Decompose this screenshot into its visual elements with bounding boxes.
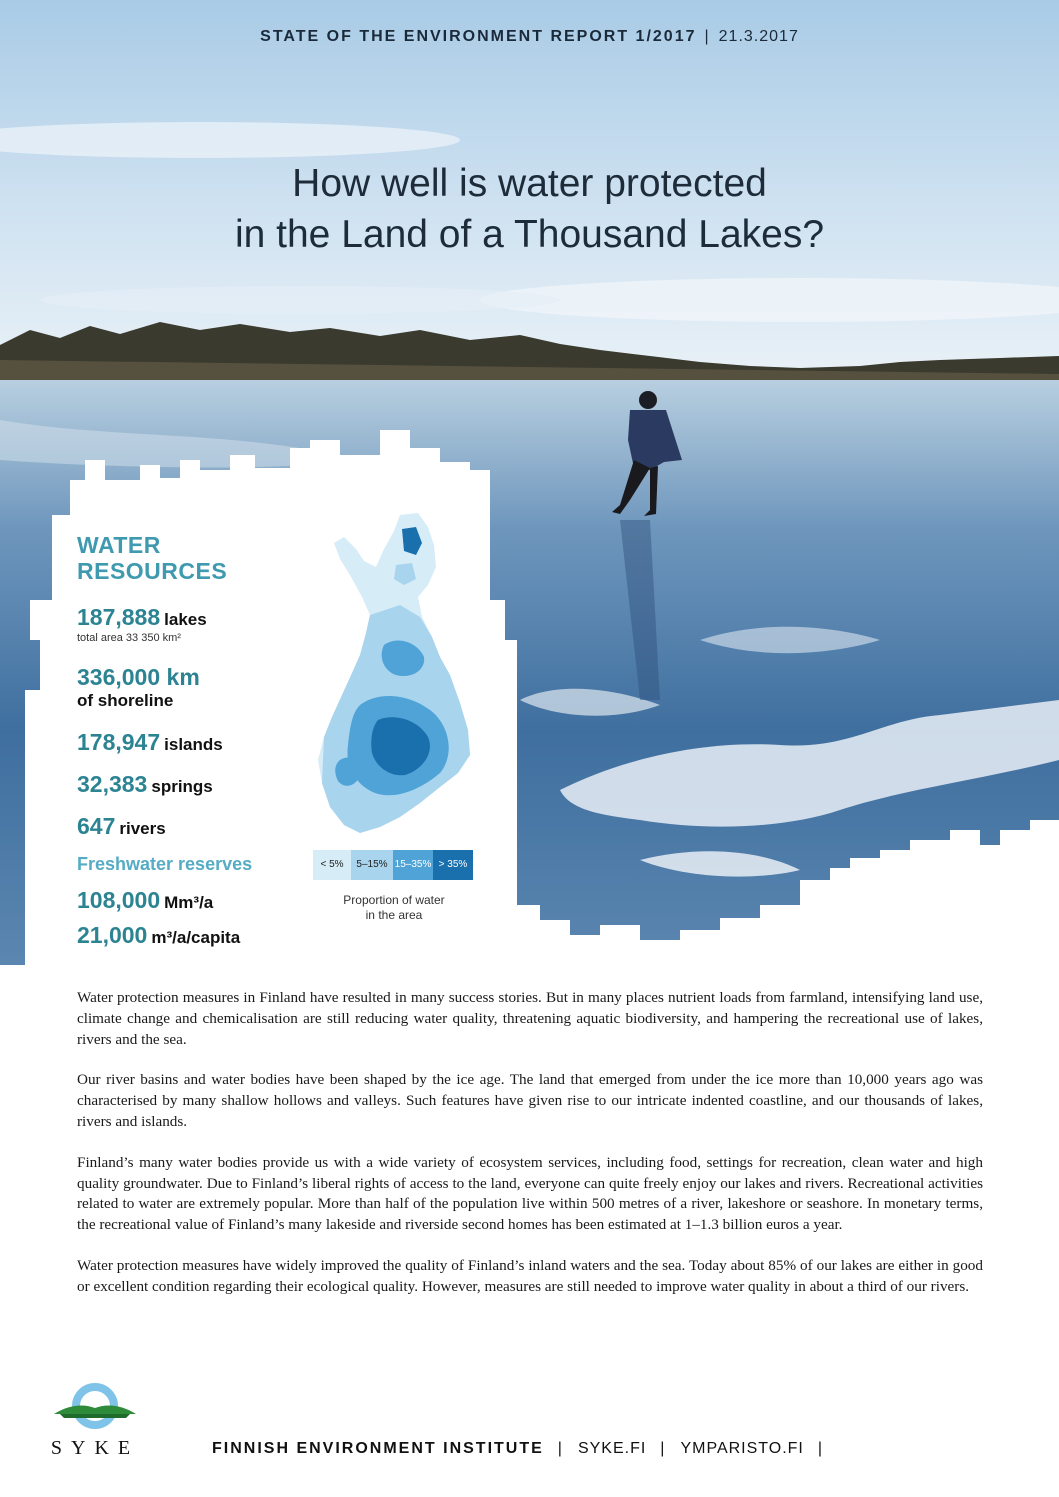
- footer-separator: |: [557, 1440, 564, 1457]
- water-resources-panel: [77, 532, 317, 948]
- institute-name: FINNISH ENVIRONMENT INSTITUTE: [212, 1440, 544, 1457]
- lakes-note: total area 33 350 km²: [77, 632, 181, 644]
- reserves-total-value: 108,000: [77, 887, 161, 913]
- shoreline-unit: of shoreline: [77, 691, 174, 710]
- stat-reserves-capita: [77, 922, 240, 949]
- freshwater-title: Freshwater reserves: [77, 854, 253, 874]
- title-line-1: How well is water protected: [292, 162, 767, 205]
- finland-water-map: [300, 505, 480, 845]
- title-resources: RESOURCES: [77, 558, 228, 584]
- stat-shoreline: [77, 664, 200, 711]
- stat-lakes: [77, 604, 207, 644]
- map-legend: [313, 850, 473, 880]
- page-title: [0, 158, 1059, 260]
- springs-value: 32,383: [77, 771, 148, 797]
- footer-separator: |: [660, 1440, 667, 1457]
- legend-item: < 5%: [313, 850, 351, 880]
- paragraph: Finland’s many water bodies provide us with a wide variety of ecosystem services, including food, settings for recreation, clean water and high quality groundwater. Due to Finland’s liberal rights of access to the land, everyone can quite freely enjoy our lakes and rivers. Recreational activities related to water are extremely popular. More than half of the population live within 500 metres of a river, lakeshore or seashore. In monetary terms, the recreational value of Finland’s many lakeside and riverside second homes has been estimated at 1–1.3 billion euros a year.: [77, 1153, 983, 1234]
- footer-separator: |: [817, 1440, 825, 1457]
- paragraph: Our river basins and water bodies have been shaped by the ice age. The land that emerged from under the ice more than 10,000 years ago was characterised by many shallow hollows and valleys. Such features have given rise to our intricate indented coastline, and our thousands of lakes, rivers and islands.: [77, 1071, 983, 1130]
- reserves-capita-value: 21,000: [77, 922, 148, 948]
- legend-item: > 35%: [433, 850, 473, 880]
- paragraph: Water protection measures in Finland have resulted in many success stories. But in many places nutrient loads from farmland, intensifying land use, climate change and chemicalisation are still reducing water quality, threatening aquatic biodiversity, and hampering the recreational use of lakes, rivers and the sea.: [77, 989, 983, 1048]
- report-date: 21.3.2017: [718, 28, 799, 45]
- title-water: WATER: [77, 532, 161, 558]
- water-resources-title: [77, 532, 317, 584]
- legend-item: 5–15%: [351, 850, 393, 880]
- article-body: [77, 988, 983, 1318]
- stat-islands: [77, 729, 223, 756]
- reserves-capita-unit: m³/a/capita: [151, 928, 241, 947]
- report-series: STATE OF THE ENVIRONMENT REPORT 1/2017: [260, 28, 697, 45]
- paragraph: Water protection measures have widely improved the quality of Finland’s inland waters and the sea. Today about 85% of our lakes are either in good or excellent condition regarding their ecological quality. However, measures are still needed to improve water quality in about a third of our rivers.: [77, 1256, 983, 1295]
- caption-line-1: Proportion of water: [343, 893, 445, 907]
- islands-value: 178,947: [77, 729, 161, 755]
- springs-unit: springs: [151, 777, 213, 796]
- report-header: [0, 28, 1059, 46]
- report-separator: |: [704, 28, 711, 45]
- reserves-total-unit: Mm³/a: [164, 893, 214, 912]
- lakes-unit: lakes: [164, 610, 207, 629]
- ymparisto-link[interactable]: YMPARISTO.FI: [680, 1440, 804, 1457]
- syke-link[interactable]: SYKE.FI: [577, 1440, 647, 1457]
- footer: [212, 1440, 838, 1458]
- lakes-value: 187,888: [77, 604, 161, 630]
- logo-text: SYKE: [50, 1437, 140, 1459]
- title-line-2: in the Land of a Thousand Lakes?: [234, 213, 825, 256]
- islands-unit: islands: [164, 735, 223, 754]
- stat-springs: [77, 771, 213, 798]
- caption-line-2: in the area: [365, 908, 423, 922]
- shoreline-value: 336,000 km: [77, 664, 200, 690]
- map-caption: [316, 893, 472, 923]
- stat-reserves-total: [77, 887, 213, 914]
- rivers-value: 647: [77, 813, 116, 839]
- legend-item: 15–35%: [393, 850, 433, 880]
- rivers-unit: rivers: [119, 819, 166, 838]
- stat-rivers: [77, 813, 166, 840]
